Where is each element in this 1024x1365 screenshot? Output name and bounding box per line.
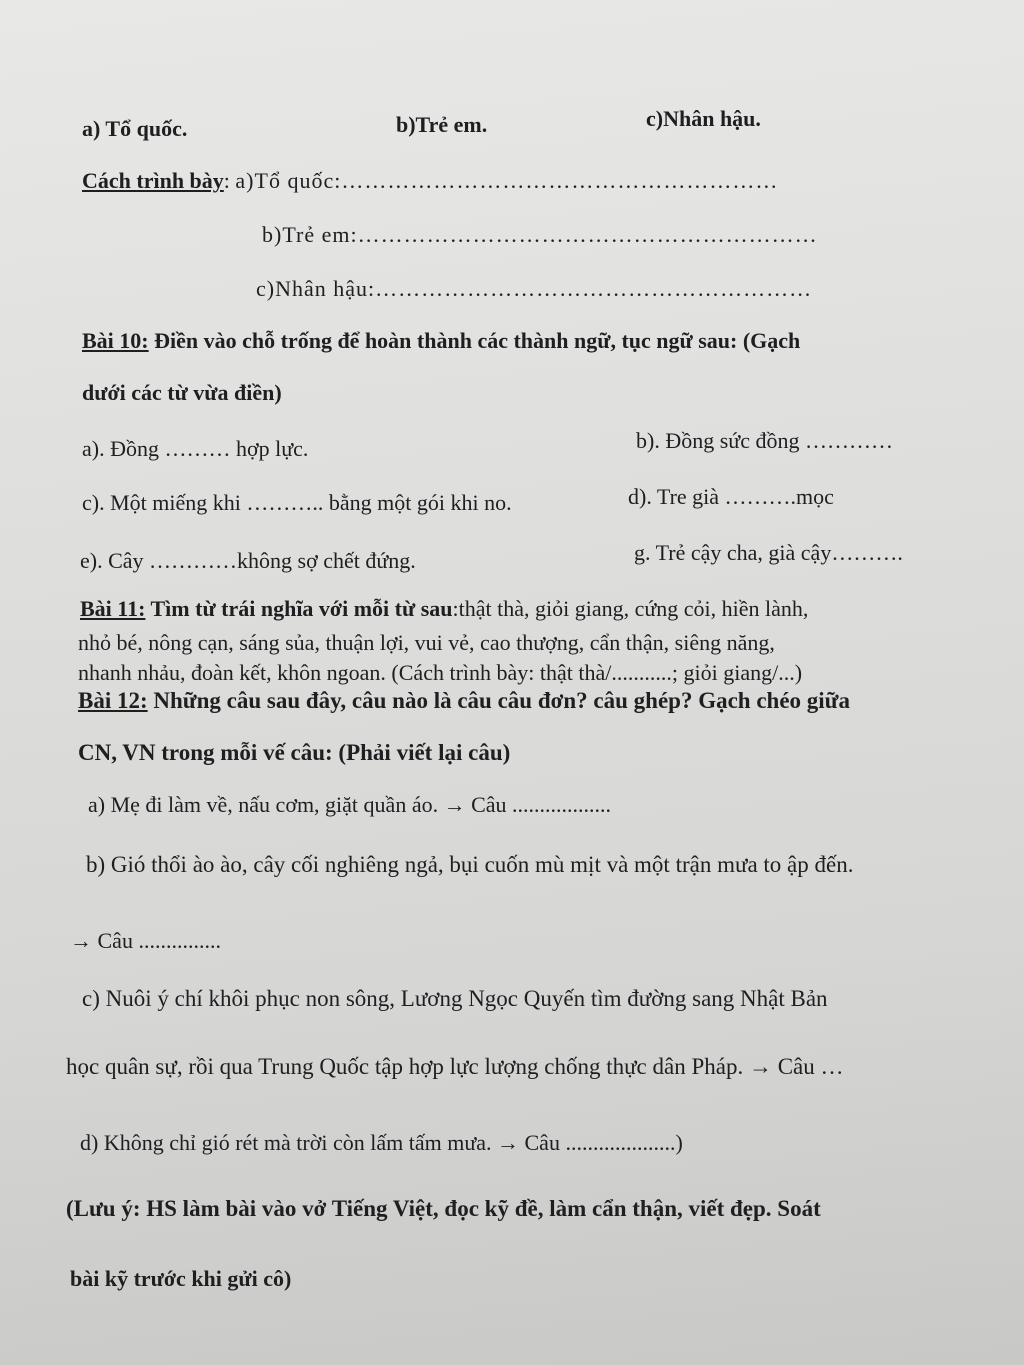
option-c: c)Nhân hậu. [646, 106, 761, 131]
bai10-item-e: e). Cây …………không sợ chết đứng. [80, 548, 416, 573]
bai10-item-g: g. Trẻ cậy cha, già cậy………. [634, 540, 903, 565]
bai10-item-a: a). Đồng ……… hợp lực. [82, 436, 309, 461]
bai10-item-c: c). Một miếng khi ……….. bằng một gói khi no. [82, 490, 512, 515]
bai11-words-1: :thật thà, giỏi giang, cứng cỏi, hiền lành, [452, 596, 809, 621]
bai10-label: Bài 10: [82, 328, 149, 353]
bai11-line3: nhanh nhảu, đoàn kết, khôn ngoan. (Cách trình bày: thật thà/...........; giỏi giang/...) [78, 660, 803, 685]
bai10-item-d: d). Tre già ……….mọc [628, 484, 834, 509]
presentation-b: b)Trẻ em:…………………………………………………… [262, 222, 818, 247]
bai12-item-c-line2: học quân sự, rồi qua Trung Quốc tập hợp lực lượng chống thực dân Pháp. → Câu … [66, 1054, 844, 1079]
presentation-c: c)Nhân hậu:………………………………………………… [256, 276, 813, 301]
bai10-item-b: b). Đồng sức đồng ………… [636, 428, 893, 453]
bai11-line1 [80, 596, 808, 622]
note-line2: bài kỹ trước khi gửi cô) [70, 1266, 292, 1291]
bai12-title [78, 688, 850, 714]
bai12-item-b-line2: → Câu ............... [70, 928, 221, 953]
bai12-item-d: d) Không chỉ gió rét mà trời còn lấm tấm mưa. → Câu ....................) [80, 1130, 683, 1155]
bai12-item-b-line1: b) Gió thổi ào ào, cây cối nghiêng ngả, bụi cuốn mù mịt và một trận mưa to ập đến. [86, 852, 854, 877]
bai12-item-c-line1: c) Nuôi ý chí khôi phục non sông, Lương Ngọc Quyến tìm đường sang Nhật Bản [82, 986, 828, 1011]
presentation-colon: : [223, 168, 230, 193]
bai12-title-line2: CN, VN trong mỗi vế câu: (Phải viết lại câu) [78, 740, 511, 765]
bai11-label: Bài 11: [80, 596, 146, 621]
bai11-line2: nhỏ bé, nông cạn, sáng sủa, thuận lợi, vui vẻ, cao thượng, cẩn thận, siêng năng, [78, 630, 775, 655]
bai10-title-line2: dưới các từ vừa điền) [82, 380, 282, 405]
bai12-label: Bài 12: [78, 688, 148, 713]
bai12-title-text: Những câu sau đây, câu nào là câu câu đơn? câu ghép? Gạch chéo giữa [147, 688, 850, 713]
bai12-item-a: a) Mẹ đi làm về, nấu cơm, giặt quần áo. → Câu .................. [88, 792, 612, 817]
presentation-a: a)Tổ quốc:………………………………………………… [235, 168, 779, 193]
bai10-title [82, 328, 800, 354]
bai11-title: Tìm từ trái nghĩa với mỗi từ sau [145, 596, 453, 621]
presentation-line-a [82, 168, 778, 194]
note-line1: (Lưu ý: HS làm bài vào vở Tiếng Việt, đọc kỹ đề, làm cẩn thận, viết đẹp. Soát [66, 1196, 821, 1221]
option-a: a) Tổ quốc. [82, 116, 188, 141]
presentation-label: Cách trình bày [82, 168, 224, 193]
option-b: b)Trẻ em. [396, 112, 488, 137]
bai10-title-text: Điền vào chỗ trống để hoàn thành các thành ngữ, tục ngữ sau: (Gạch [148, 328, 801, 353]
